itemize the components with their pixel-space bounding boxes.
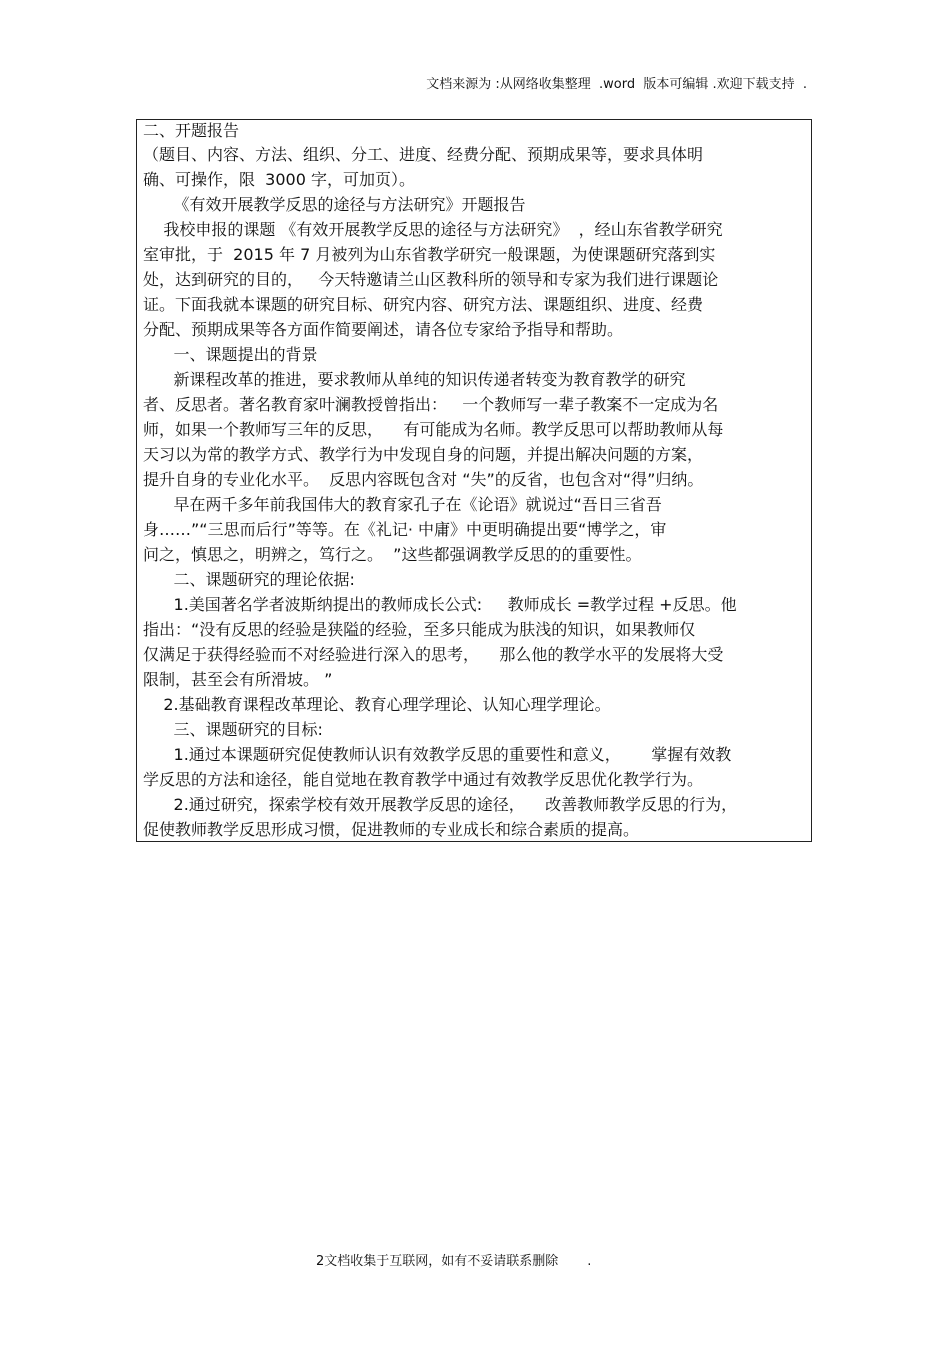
report-line: 1.美国著名学者波斯纳提出的教师成长公式: 教师成长 =教学过程 +反思。他 (143, 595, 737, 614)
report-line: 早在两千多年前我国伟大的教育家孔子在《论语》就说过“吾日三省吾 (143, 495, 662, 514)
report-line: 提升自身的专业化水平。 反思内容既包含对 “失”的反省，也包含对“得”归纳。 (143, 470, 704, 489)
report-line: 2.基础教育课程改革理论、教育心理学理论、认知心理学理论。 (143, 695, 611, 714)
report-line: （题目、内容、方法、组织、分工、进度、经费分配、预期成果等，要求具体明 (143, 145, 704, 164)
report-line: 室审批，于 2015 年 7 月被列为山东省教学研究一般课题，为使课题研究落到实 (143, 245, 716, 264)
report-line: 二、开题报告 (143, 121, 240, 140)
report-line: 分配、预期成果等各方面作简要阐述，请各位专家给予指导和帮助。 (143, 320, 624, 339)
report-line: 2.通过研究，探索学校有效开展教学反思的途径， 改善教师教学反思的行为， (143, 795, 738, 814)
report-line: 师，如果一个教师写三年的反思， 有可能成为名师。教学反思可以帮助教师从每 (143, 420, 724, 439)
page-header: 文档来源为 :从网络收集整理 .word 版本可编辑 .欢迎下载支持 . (426, 77, 807, 92)
report-line: 身……”“三思而后行”等等。在《礼记· 中庸》中更明确提出要“博学之，审 (143, 520, 667, 539)
report-line: 证。下面我就本课题的研究目标、研究内容、研究方法、课题组织、进度、经费 (143, 295, 704, 314)
report-line: 新课程改革的推进，要求教师从单纯的知识传递者转变为教育教学的研究 (143, 370, 686, 389)
section-heading: 三、课题研究的目标: (143, 720, 323, 739)
page-footer: 2文档收集于互联网，如有不妥请联系删除 . (316, 1254, 592, 1269)
section-heading: 二、课题研究的理论依据: (143, 570, 355, 589)
report-line: 确、可操作，限 3000 字，可加页）。 (143, 170, 415, 189)
report-line: 我校申报的课题 《有效开展教学反思的途径与方法研究》 ，经山东省教学研究 (143, 220, 723, 239)
report-line: 问之，慎思之，明辨之，笃行之。 ”这些都强调教学反思的的重要性。 (143, 545, 642, 564)
report-box (136, 119, 812, 842)
report-line: 仅满足于获得经验而不对经验进行深入的思考， 那么他的教学水平的发展将大受 (143, 645, 724, 664)
report-line: 促使教师教学反思形成习惯，促进教师的专业成长和综合素质的提高。 (143, 820, 640, 839)
section-heading: 一、课题提出的背景 (143, 345, 318, 364)
report-line: 学反思的方法和途径，能自觉地在教育教学中通过有效教学反思优化教学行为。 (143, 770, 704, 789)
report-line: 指出：“没有反思的经验是狭隘的经验，至多只能成为肤浅的知识，如果教师仅 (143, 620, 696, 639)
report-line: 《有效开展教学反思的途径与方法研究》开题报告 (143, 195, 526, 214)
report-line: 天习以为常的教学方式、教学行为中发现自身的问题，并提出解决问题的方案， (143, 445, 704, 464)
report-line: 限制，甚至会有所滑坡。 ” (143, 670, 333, 689)
report-line: 者、反思者。著名教育家叶澜教授曾指出： 一个教师写一辈子教案不一定成为名 (143, 395, 719, 414)
report-line: 处，达到研究的目的， 今天特邀请兰山区教科所的领导和专家为我们进行课题论 (143, 270, 719, 289)
report-line: 1.通过本课题研究促使教师认识有效教学反思的重要性和意义， 掌握有效教 (143, 745, 732, 764)
